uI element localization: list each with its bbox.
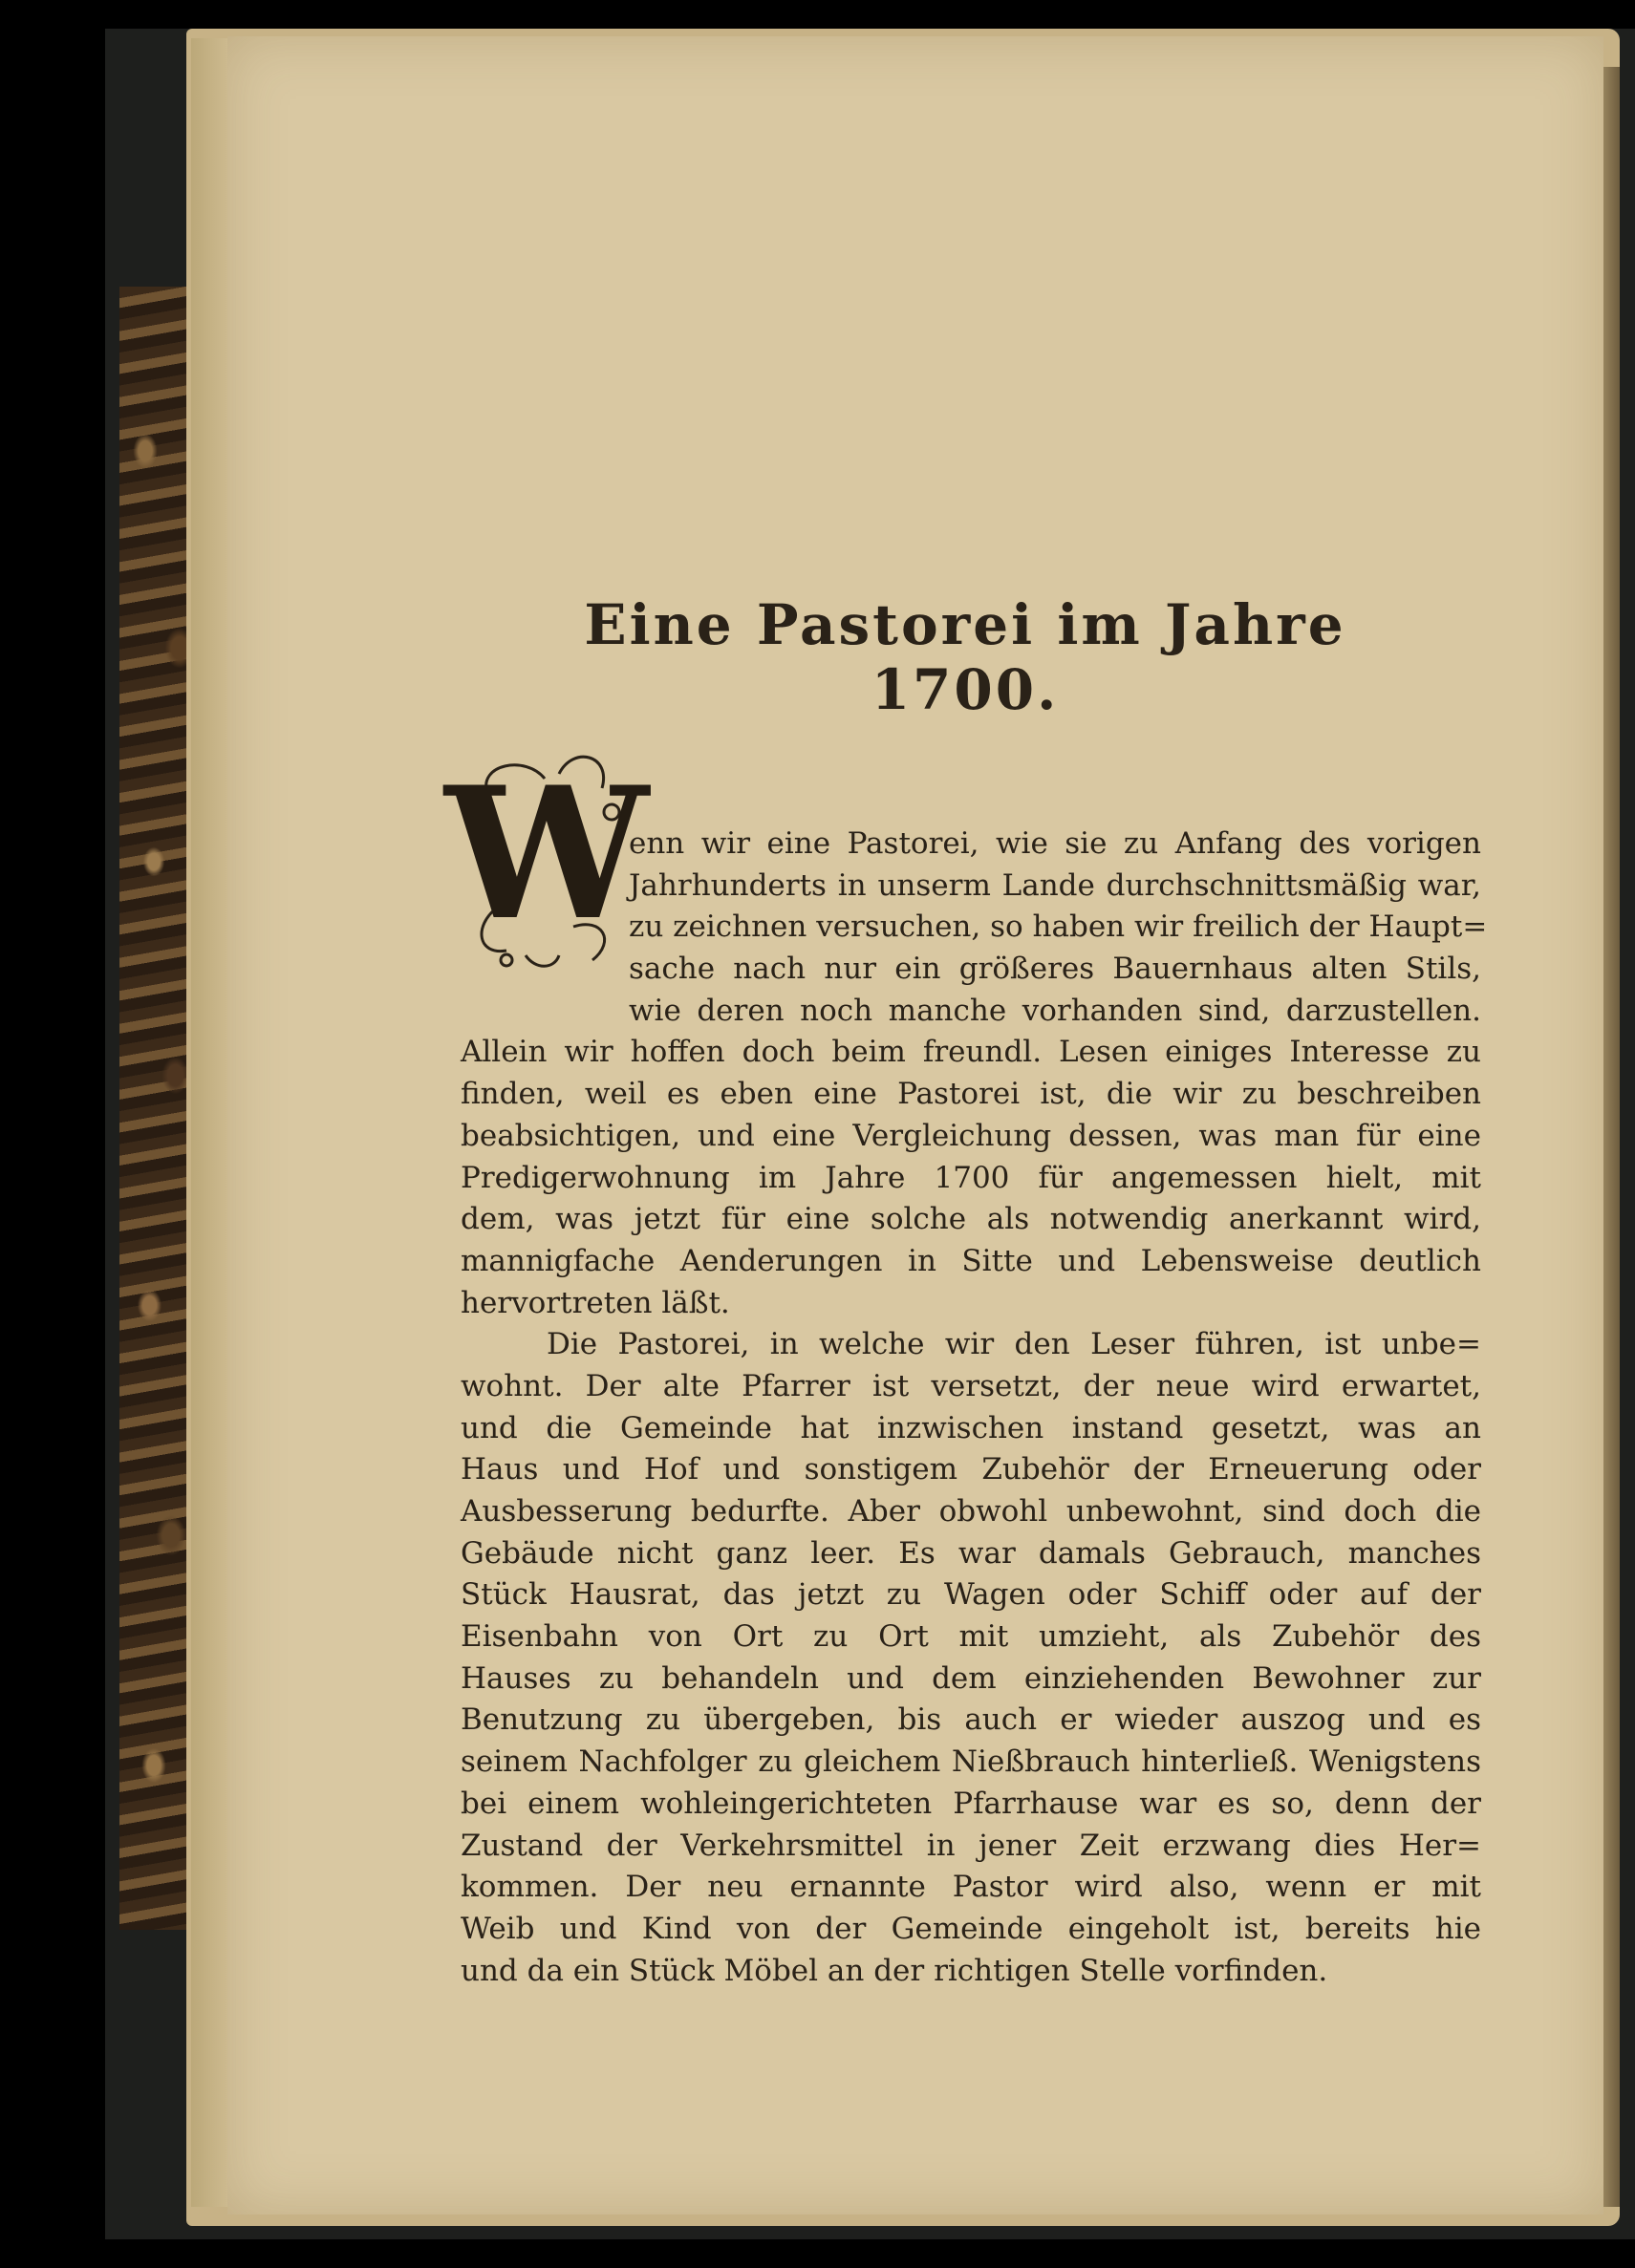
text-line: Gebäude nicht ganz leer. Es war damals Gebrauch, manches [461,1535,1481,1571]
text-line: Eisenbahn von Ort zu Ort mit umzieht, als Zubehör des [461,1619,1481,1655]
page-edge [1601,67,1620,2207]
text-line: Ausbesserung bedurfte. Aber obwohl unbewohnt, sind doch die [461,1494,1481,1529]
text-line: Hauses zu behandeln und dem einziehenden Bewohner zur [461,1660,1481,1696]
text-line: dem, was jetzt für eine solche als notwendig anerkannt wird, [461,1202,1481,1237]
text-line: und da ein Stück Möbel an der richtigen Stelle vorfinden. [461,1953,1328,1988]
text-line: kommen. Der neu ernannte Pastor wird also, wenn er mit [461,1870,1481,1905]
text-line: Stück Hausrat, das jetzt zu Wagen oder Schiff oder auf der [461,1577,1481,1613]
initial-letter: W [444,747,649,960]
text-line: Benutzung zu übergeben, bis auch er wieder auszog und es [461,1702,1481,1738]
text-line: Jahrhunderts in unserm Lande durchschnittsmäßig war, [629,867,1481,903]
text-line: enn wir eine Pastorei, wie sie zu Anfang des vorigen [629,826,1481,861]
text-line: finden, weil es eben eine Pastorei ist, die wir zu beschreiben [461,1077,1481,1112]
text-line: Die Pastorei, in welche wir den Leser führen, ist unbe= [547,1327,1481,1362]
text-line: wie deren noch manche vorhanden sind, darzustellen. [629,993,1481,1028]
text-line: mannigfache Aenderungen in Sitte und Lebensweise deutlich [461,1243,1481,1278]
text-line: Haus und Hof und sonstigem Zubehör der Erneuerung oder [461,1452,1481,1487]
text-line: Zustand der Verkehrsmittel in jener Zeit erzwang dies Her= [461,1828,1481,1863]
text-line: beabsichtigen, und eine Vergleichung dessen, was man für eine [461,1118,1481,1153]
body-text [461,824,1488,1992]
text-line: seinem Nachfolger zu gleichem Nießbrauch hinterließ. Wenigstens [461,1744,1481,1780]
page-title: Eine Pastorei im Jahre 1700. [584,592,1346,722]
text-line: wohnt. Der alte Pfarrer ist versetzt, der neue wird erwartet, [461,1368,1481,1403]
text-line: Predigerwohnung im Jahre 1700 für angemessen hielt, mit [461,1160,1481,1195]
text-line: bei einem wohleingerichteten Pfarrhause war es so, denn der [461,1786,1481,1821]
text-line: zu zeichnen versuchen, so haben wir freilich der Haupt= [629,909,1488,945]
text-line: Weib und Kind von der Gemeinde eingeholt ist, bereits hie [461,1911,1481,1946]
text-line: Allein wir hoffen doch beim freundl. Lesen einiges Interesse zu [461,1035,1481,1070]
text-line: sache nach nur ein größeres Bauernhaus alten Stils, [629,952,1481,987]
text-line: hervortreten läßt. [461,1285,730,1320]
text-line: und die Gemeinde hat inzwischen instand gesetzt, was an [461,1410,1481,1445]
